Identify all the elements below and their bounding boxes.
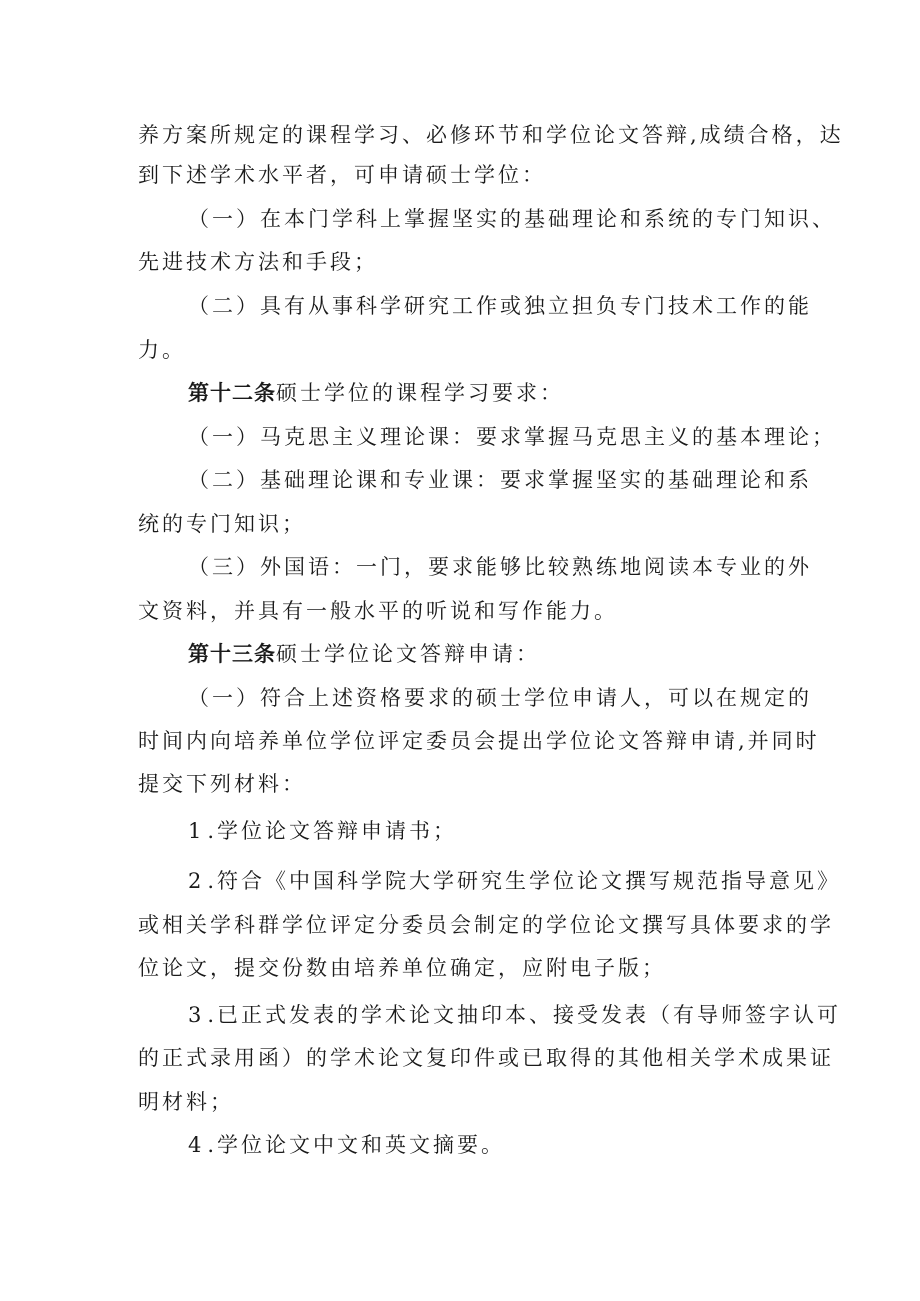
list-item-2: 2.符合《中国科学院大学研究生学位论文撰写规范指导意见》 bbox=[188, 869, 842, 893]
paragraph-line: 明材料； bbox=[138, 1090, 234, 1114]
paragraph-line: 养方案所规定的课程学习、必修环节和学位论文答辩,成绩合格，达 bbox=[138, 123, 844, 147]
article-13-line: 第十三条硕士学位论文答辩申请： bbox=[188, 642, 540, 666]
paragraph-line: 提交下列材料： bbox=[138, 772, 306, 796]
article-heading: 第十三条 bbox=[188, 642, 276, 666]
paragraph-line: （二）具有从事科学研究工作或独立担负专门技术工作的能 bbox=[188, 294, 812, 318]
article-heading: 第十二条 bbox=[188, 381, 276, 405]
paragraph-line: 力。 bbox=[138, 338, 186, 362]
paragraph-line: 统的专门知识； bbox=[138, 512, 306, 536]
list-item-3: 3.已正式发表的学术论文抽印本、接受发表（有导师签字认可 bbox=[188, 1003, 842, 1027]
paragraph-line: 先进技术方法和手段； bbox=[138, 250, 378, 274]
paragraph-line: 文资料，并具有一般水平的听说和写作能力。 bbox=[138, 599, 618, 623]
paragraph-line: 或相关学科群学位评定分委员会制定的学位论文撰写具体要求的学 bbox=[138, 913, 834, 937]
paragraph-line: 到下述学术水平者，可申请硕士学位： bbox=[138, 163, 546, 187]
paragraph-line: （一）在本门学科上掌握坚实的基础理论和系统的专门知识、 bbox=[188, 207, 836, 231]
item-number: 4 bbox=[188, 1133, 208, 1157]
paragraph-line: （二）基础理论课和专业课：要求掌握坚实的基础理论和系 bbox=[188, 468, 812, 492]
paragraph-line: （三）外国语：一门，要求能够比较熟练地阅读本专业的外 bbox=[188, 555, 812, 579]
item-number: 1 bbox=[188, 819, 208, 843]
paragraph-line: 时间内向培养单位学位评定委员会提出学位论文答辩申请,并同时 bbox=[138, 729, 820, 753]
paragraph-line: 位论文，提交份数由培养单位确定，应附电子版； bbox=[138, 956, 666, 980]
article-12-line: 第十二条硕士学位的课程学习要求： bbox=[188, 381, 564, 405]
paragraph-line: 的正式录用函）的学术论文复印件或已取得的其他相关学术成果证 bbox=[138, 1046, 834, 1070]
list-item-1: 1.学位论文答辩申请书； bbox=[188, 819, 458, 843]
item-number: 3 bbox=[188, 1003, 208, 1027]
paragraph-line: （一）马克思主义理论课：要求掌握马克思主义的基本理论； bbox=[188, 425, 836, 449]
list-item-4: 4.学位论文中文和英文摘要。 bbox=[188, 1133, 506, 1157]
item-number: 2 bbox=[188, 869, 208, 893]
paragraph-line: （一）符合上述资格要求的硕士学位申请人，可以在规定的 bbox=[188, 686, 812, 710]
